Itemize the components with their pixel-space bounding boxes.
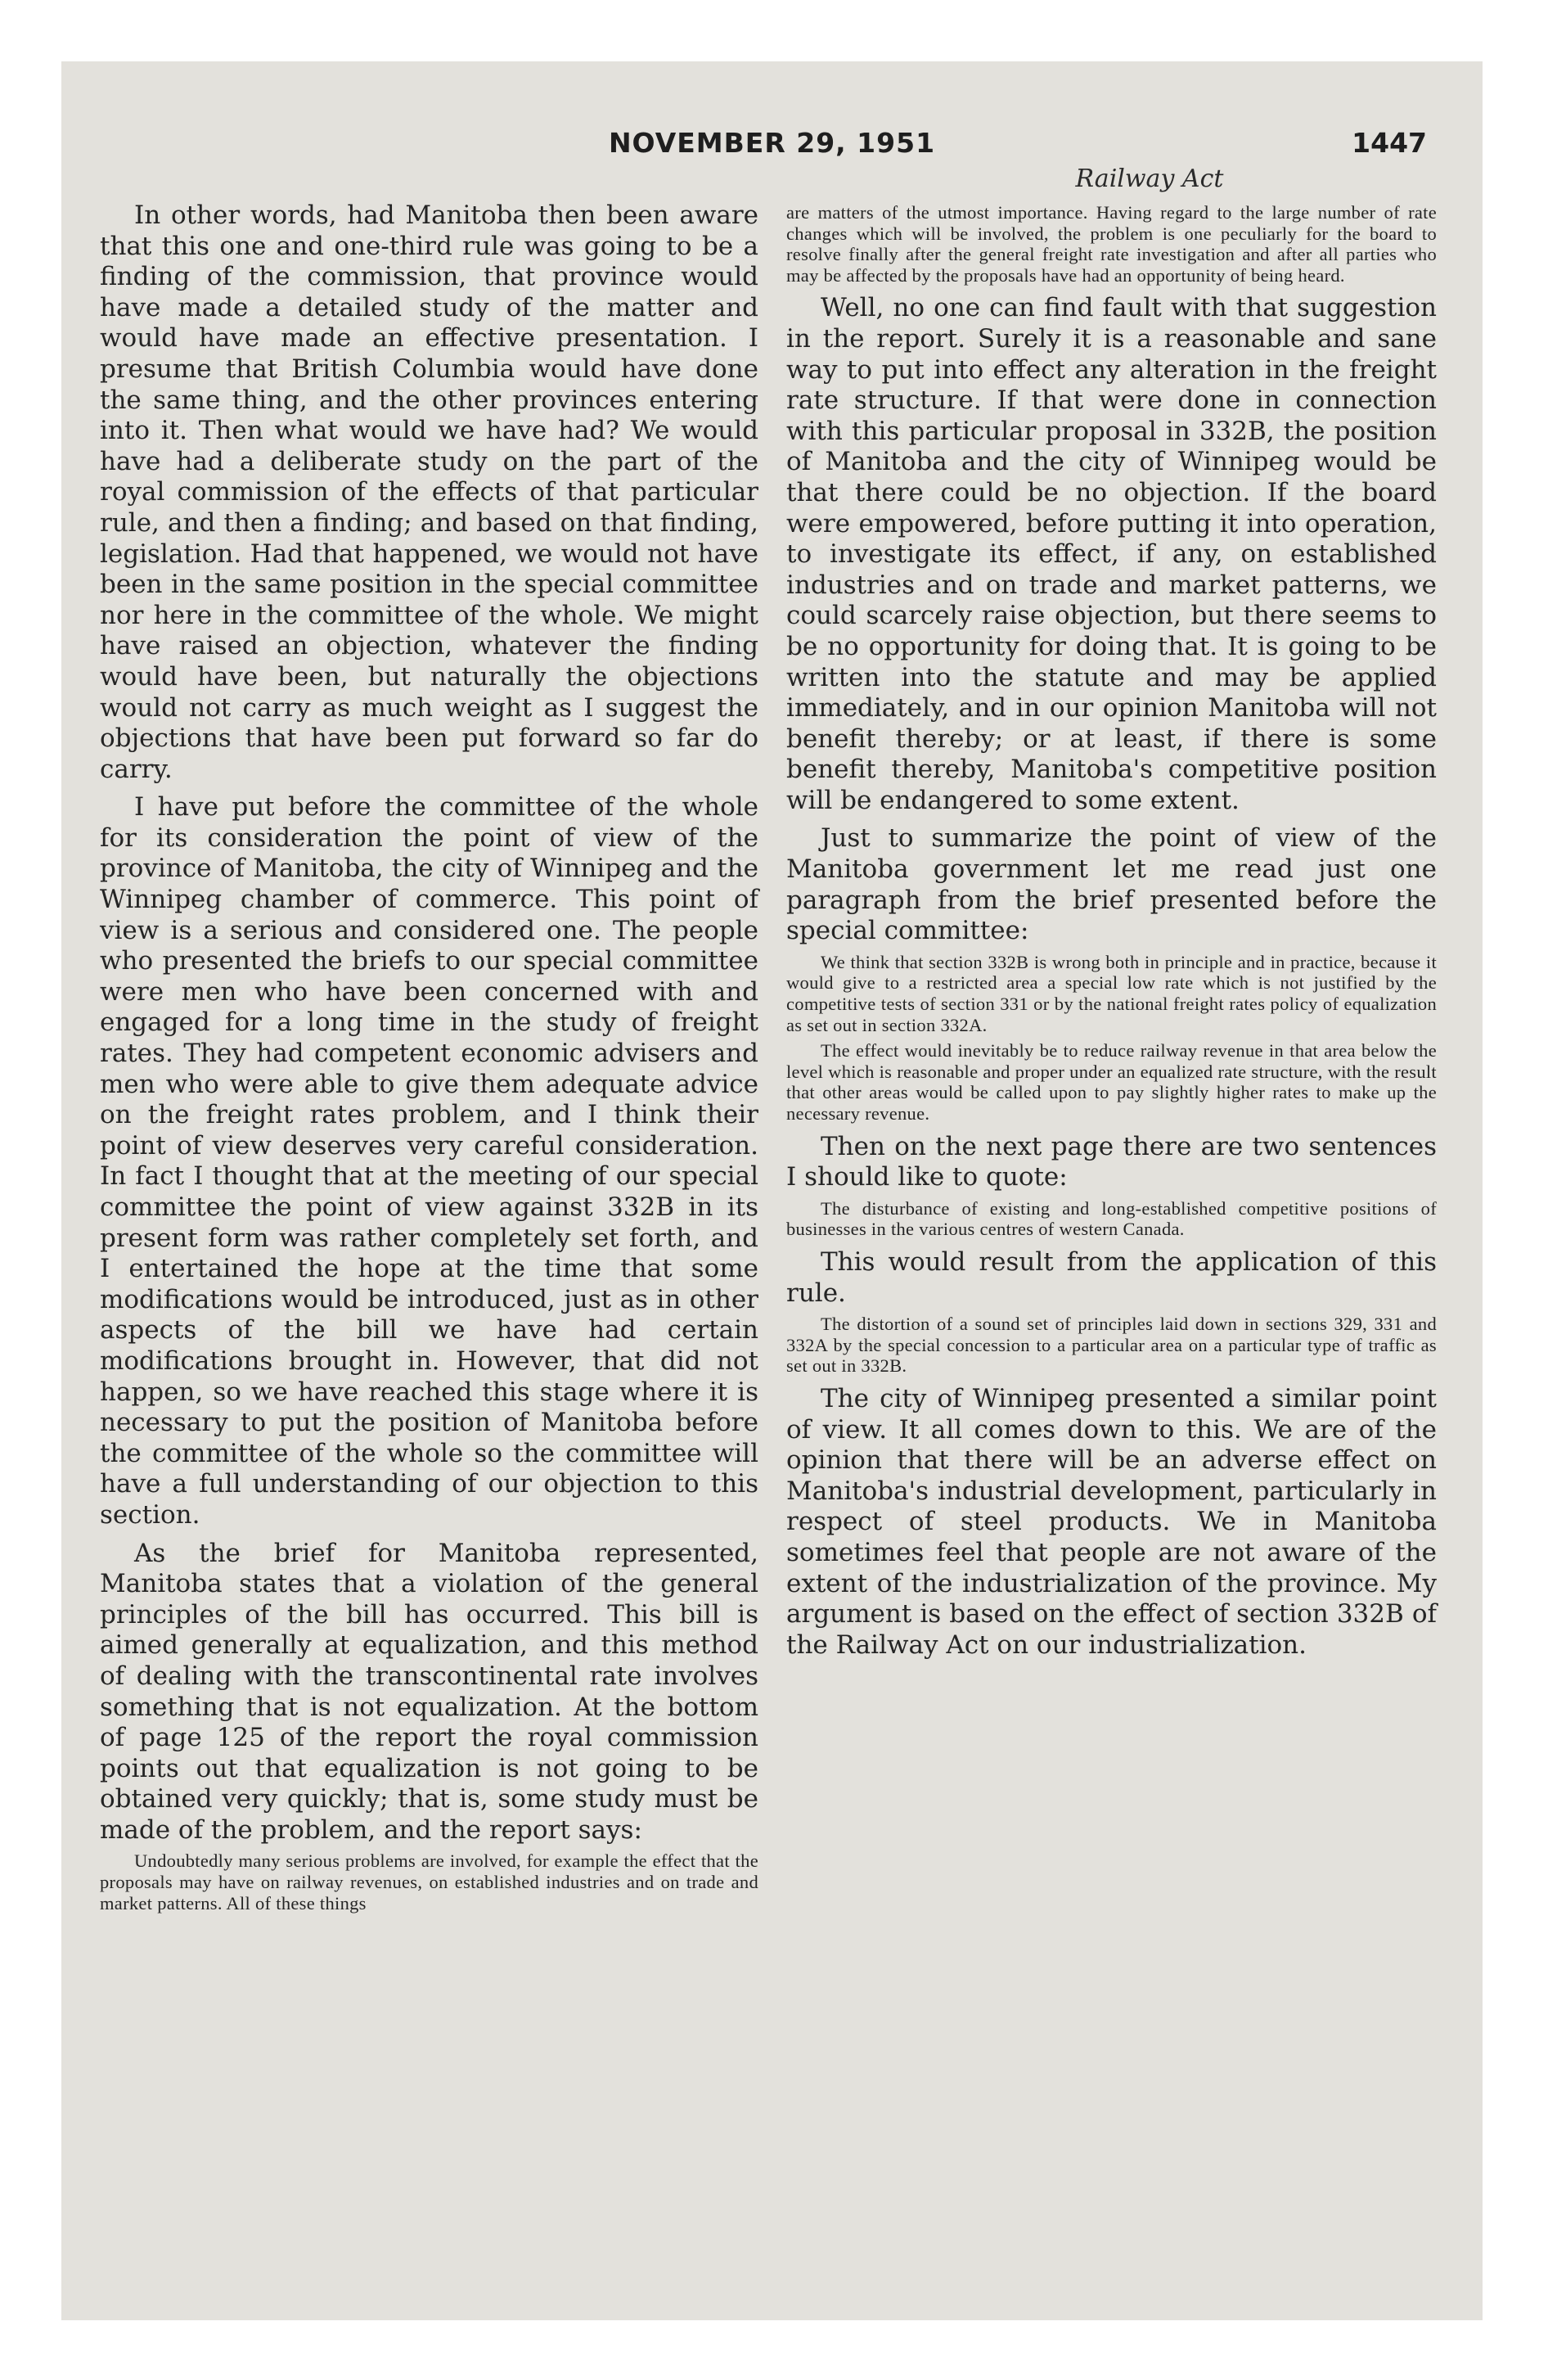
paragraph: Just to summarize the point of view of the Manitoba government let me read just one paragraph from the brief presented before the special committee: bbox=[786, 823, 1437, 946]
paragraph: In other words, had Manitoba then been aware that this one and one-third rule was going to be a finding of the commission, that province would have made a detailed study of the matter and would have made an effective presentation. I presume that British Columbia would have done the same thing, and the other provinces entering into it. Then what would we have had? We would have had a deliberate study on the part of the royal commission of the effects of that particular rule, and then a finding; and based on that finding, legislation. Had that happened, we would not have been in the same position in the special committee nor here in the committee of the whole. We might have raised an objection, whatever the finding would have been, but naturally the objections would not carry as much weight as I suggest the objections that have been put forward so far do carry. bbox=[100, 201, 758, 784]
paragraph: The city of Winnipeg presented a similar point of view. It all comes down to this. We are of the opinion that there will be an adverse effect on Manitoba's industrial development, particularly in respect of steel products. We in Manitoba sometimes feel that people are not aware of the extent of the industrialization of the province. My argument is based on the effect of section 332B of the Railway Act on our industrialization. bbox=[786, 1383, 1437, 1660]
header-date: NOVEMBER 29, 1951 bbox=[608, 127, 936, 159]
page-number: 1447 bbox=[1352, 127, 1427, 159]
page-header bbox=[61, 127, 1483, 163]
paragraph: I have put before the committee of the whole for its consideration the point of view of the province of Manitoba, the city of Winnipeg and the Winnipeg chamber of commerce. This point of view is a serious and considered one. The people who presented the briefs to our special committee were men who have been concerned with and engaged for a long time in the study of freight rates. They had competent economic advisers and men who were able to give them adequate advice on the freight rates problem, and I think their point of view deserves very careful consideration. In fact I thought that at the meeting of our special committee the point of view against 332B in its present form was rather completely set forth, and I entertained the hope at the time that some modifications would be introduced, just as in other aspects of the bill we have had certain modifications brought in. However, that did not happen, so we have reached this stage where it is necessary to put the position of Manitoba before the committee of the whole so the committee will have a full understanding of our objection to this section. bbox=[100, 792, 758, 1530]
page-scan bbox=[61, 61, 1483, 2320]
block-quote: Undoubtedly many serious problems are involved, for example the effect that the proposals may have on railway revenues, on established industries and on trade and market patterns. All of these things bbox=[100, 1850, 758, 1913]
running-title: Railway Act bbox=[1075, 165, 1224, 193]
paragraph: This would result from the application of this rule. bbox=[786, 1246, 1437, 1308]
block-quote: The disturbance of existing and long-established competitive positions of businesses in the various centres of western Canada. bbox=[786, 1197, 1437, 1240]
paragraph: Well, no one can find fault with that suggestion in the report. Surely it is a reasonable and sane way to put into effect any alteration in the freight rate structure. If that were done in connection with this particular proposal in 332B, the position of Manitoba and the city of Winnipeg would be that there could be no objection. If the board were empowered, before putting it into operation, to investigate its effect, if any, on established industries and on trade and market patterns, we could scarcely raise objection, but there seems to be no opportunity for doing that. It is going to be written into the statute and may be applied immediately, and in our opinion Manitoba will not benefit thereby; or at least, if there is some benefit thereby, Manitoba's competitive position will be endangered to some extent. bbox=[786, 293, 1437, 815]
block-quote: The distortion of a sound set of principles laid down in sections 329, 331 and 332A by the special concession to a particular area on a particular type of traffic as set out in 332B. bbox=[786, 1314, 1437, 1377]
right-column bbox=[786, 202, 1437, 1661]
paragraph: Then on the next page there are two sentences I should like to quote: bbox=[786, 1131, 1437, 1192]
block-quote: We think that section 332B is wrong both in principle and in practice, because it would give to a restricted area a special low rate which is not justified by the competitive tests of section 331 or by the national freight rates policy of equalization as set out in section 332A. bbox=[786, 951, 1437, 1035]
left-column bbox=[100, 201, 758, 1913]
block-quote: The effect would inevitably be to reduce railway revenue in that area below the level which is reasonable and proper under an equalized rate structure, with the result that other areas would be called upon to pay slightly higher rates to make up the necessary revenue. bbox=[786, 1040, 1437, 1124]
block-quote-continued: are matters of the utmost importance. Having regard to the large number of rate changes which will be involved, the problem is one peculiarly for the board to resolve finally after the general freight rate investigation and after all parties who may be affected by the proposals have had an opportunity of being heard. bbox=[786, 202, 1437, 286]
paragraph: As the brief for Manitoba represented, Manitoba states that a violation of the general principles of the bill has occurred. This bill is aimed generally at equalization, and this method of dealing with the transcontinental rate involves something that is not equalization. At the bottom of page 125 of the report the royal commission points out that equalization is not going to be obtained very quickly; that is, some study must be made of the problem, and the report says: bbox=[100, 1538, 758, 1845]
